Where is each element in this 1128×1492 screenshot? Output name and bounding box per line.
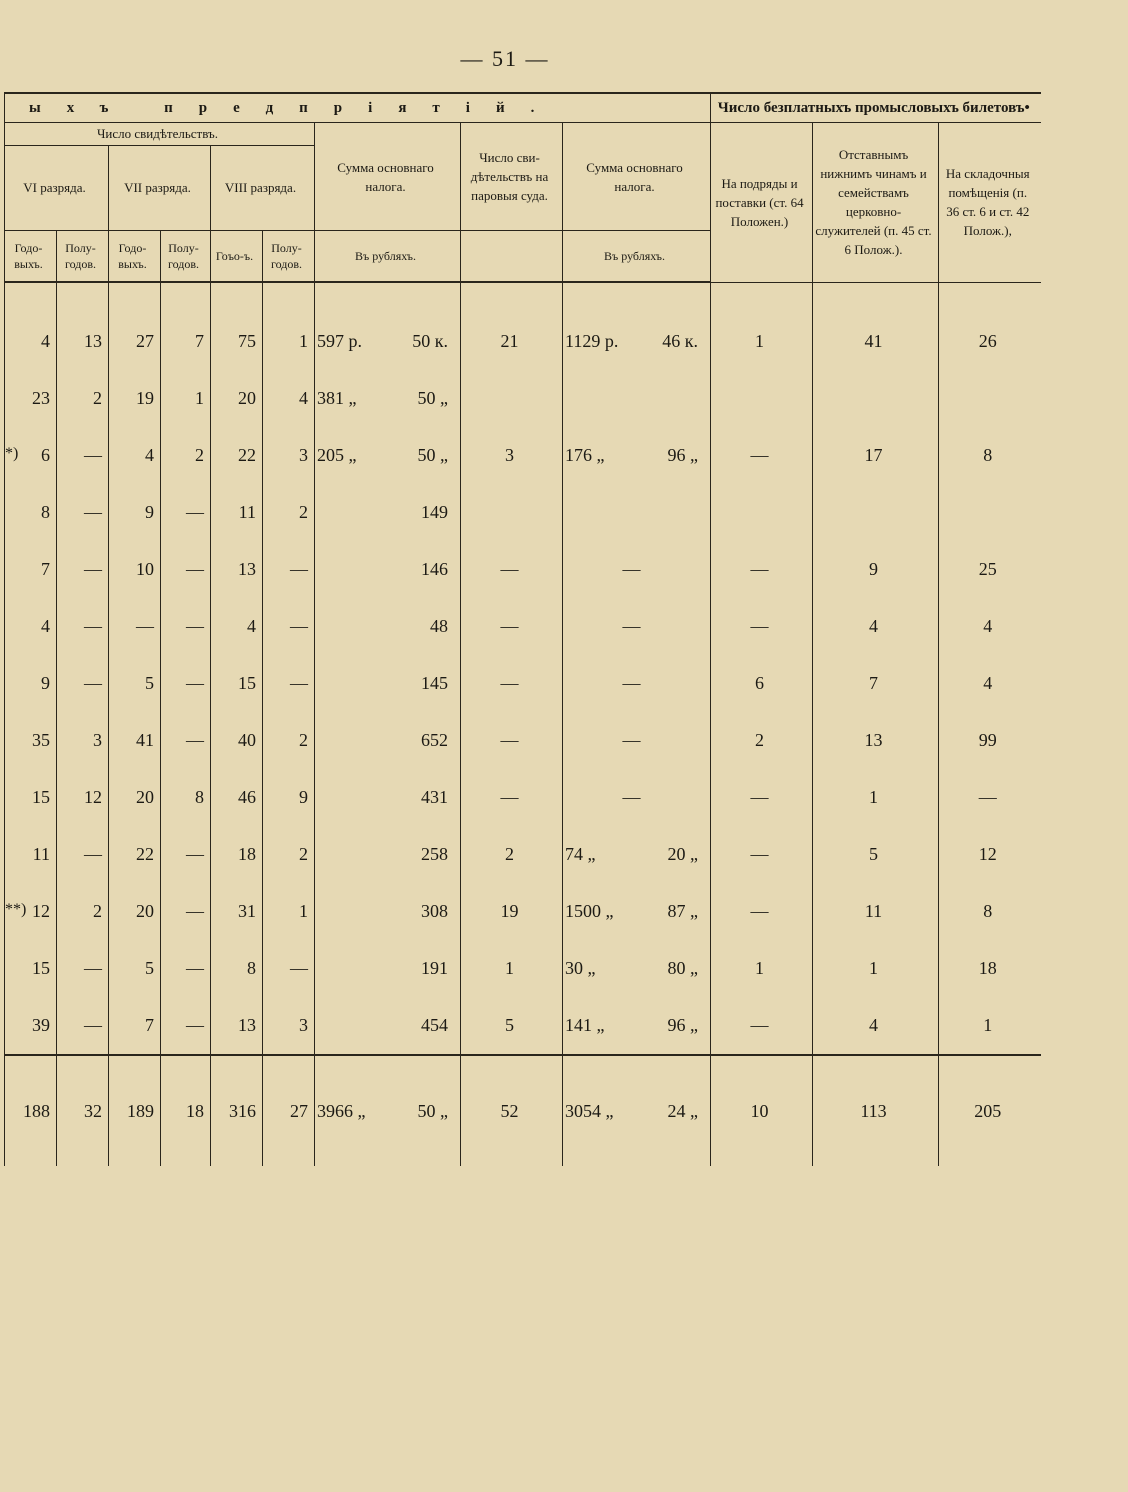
rubles-header: Въ рубляхъ.: [315, 231, 461, 283]
cell: [5, 940, 57, 997]
tax-cell: [315, 940, 461, 997]
certificates-title: Число свидѣтельствъ.: [5, 123, 315, 146]
section-banner: ыхъ предпріятій.: [5, 93, 711, 123]
cell: —: [161, 997, 211, 1055]
warehouses-cell: 99: [939, 712, 1041, 769]
cell-value: 15: [32, 958, 50, 978]
tax-rubles: 652: [421, 730, 448, 750]
tax2-rubles: 1129 р.: [565, 331, 619, 351]
cell: [5, 370, 57, 427]
half-year-header: Полу-годов.: [161, 231, 211, 283]
total-cell: 316: [211, 1055, 263, 1166]
tax2-rubles: —: [622, 616, 641, 636]
cell: 1: [161, 370, 211, 427]
warehouses-cell: 8: [939, 427, 1041, 484]
cell: —: [57, 997, 109, 1055]
cell: [5, 712, 57, 769]
cell: 4: [109, 427, 161, 484]
tax2-rubles: 141 „: [565, 1015, 605, 1035]
table-row: [5, 484, 1041, 541]
total-tax-cell: [315, 1055, 461, 1166]
cell: 1: [263, 883, 315, 940]
cell: [5, 883, 57, 940]
tax2-rubles: 74 „: [565, 844, 596, 864]
table-row: [5, 997, 1041, 1055]
tax-rubles: 597 р.: [317, 331, 362, 351]
table-row: [5, 883, 1041, 940]
retired-cell: [813, 370, 939, 427]
tax2-rubles: 1500 „: [565, 901, 614, 921]
cell-value: 4: [41, 331, 50, 351]
cell-value: 6: [41, 445, 50, 465]
cell: —: [161, 826, 211, 883]
tax-rubles: 454: [421, 1015, 448, 1035]
ships-cell: 21: [461, 282, 563, 370]
cell: —: [161, 598, 211, 655]
tax-rubles: 205 „: [317, 445, 357, 465]
cell: 2: [57, 370, 109, 427]
cell: 12: [57, 769, 109, 826]
cell: —: [161, 883, 211, 940]
total-cell: 188: [5, 1055, 57, 1166]
warehouses-cell: 26: [939, 282, 1041, 370]
rank6-header: VI разряда.: [5, 146, 109, 231]
warehouses-cell: 25: [939, 541, 1041, 598]
page-number: — 51 —: [460, 46, 550, 71]
total-retired-cell: 113: [813, 1055, 939, 1166]
cell: 41: [109, 712, 161, 769]
tax2-rubles: —: [622, 559, 641, 579]
ships-cell: 2: [461, 826, 563, 883]
contracts-cell: —: [711, 541, 813, 598]
contracts-cell: —: [711, 598, 813, 655]
retired-cell: 1: [813, 769, 939, 826]
tax-cell: [315, 769, 461, 826]
tax2-cell: [563, 484, 711, 541]
cell: 3: [263, 427, 315, 484]
cell: 1: [263, 282, 315, 370]
cell: —: [57, 655, 109, 712]
cell-value: 9: [41, 673, 50, 693]
cell: 31: [211, 883, 263, 940]
annual-header: Годо-выхъ.: [109, 231, 161, 283]
ships-cell: —: [461, 541, 563, 598]
warehouses-cell: 18: [939, 940, 1041, 997]
tax2-kopecks: 80 „: [667, 958, 699, 978]
cell: 46: [211, 769, 263, 826]
cell-value: 8: [41, 502, 50, 522]
cell: —: [109, 598, 161, 655]
warehouses-cell: 4: [939, 655, 1041, 712]
warehouses-cell: —: [939, 769, 1041, 826]
tax2-cell: [563, 370, 711, 427]
cell-value: 39: [32, 1015, 50, 1035]
cell: [5, 598, 57, 655]
totals-row: [5, 1055, 1041, 1166]
retired-cell: 13: [813, 712, 939, 769]
cell: 22: [211, 427, 263, 484]
total-tax2-rubles: 3054 „: [565, 1100, 614, 1121]
table-row: [5, 655, 1041, 712]
cell: 18: [211, 826, 263, 883]
cell: —: [161, 655, 211, 712]
tax2-cell: [563, 826, 711, 883]
retired-cell: 4: [813, 997, 939, 1055]
contracts-cell: [711, 484, 813, 541]
cell: [5, 484, 57, 541]
warehouses-cell: 8: [939, 883, 1041, 940]
tax2-cell: [563, 769, 711, 826]
cell: 11: [211, 484, 263, 541]
total-tax-rubles: 3966 „: [317, 1100, 366, 1121]
tax-sum-header: Сумма основнаго налога.: [315, 123, 461, 231]
table-row: [5, 370, 1041, 427]
contracts-cell: 2: [711, 712, 813, 769]
cell-value: 11: [32, 844, 50, 864]
tax2-cell: [563, 883, 711, 940]
tax2-kopecks: 96 „: [667, 445, 699, 465]
tax2-cell: [563, 282, 711, 370]
cell: 75: [211, 282, 263, 370]
warehouses-cell: 1: [939, 997, 1041, 1055]
retired-cell: 5: [813, 826, 939, 883]
rank8-header: VIII разряда.: [211, 146, 315, 231]
table-row: [5, 769, 1041, 826]
footnote-mark: *): [5, 445, 19, 462]
contracts-cell: 6: [711, 655, 813, 712]
cell: 20: [109, 883, 161, 940]
cell: 19: [109, 370, 161, 427]
retired-cell: 1: [813, 940, 939, 997]
tax-kopecks: 50 к.: [412, 331, 448, 351]
tax-rubles: 431: [421, 787, 448, 807]
cell: [5, 541, 57, 598]
tax2-rubles: —: [622, 673, 641, 693]
total-tax2-kopecks: 24 „: [667, 1100, 699, 1121]
total-contracts-cell: 10: [711, 1055, 813, 1166]
tax-rubles: 191: [421, 958, 448, 978]
ships-cell: [461, 484, 563, 541]
half-year-header: Полу-годов.: [263, 231, 315, 283]
cell: 20: [211, 370, 263, 427]
tax-cell: [315, 370, 461, 427]
cell: 13: [57, 282, 109, 370]
steamship-count-header: Число сви-дѣтельствъ на паровыя суда.: [461, 123, 563, 231]
cell: 9: [109, 484, 161, 541]
tax2-kopecks: 87 „: [667, 901, 699, 921]
total-cell: 32: [57, 1055, 109, 1166]
annual-header: Годо-выхъ.: [5, 231, 57, 283]
ships-cell: [461, 370, 563, 427]
tax2-rubles: 176 „: [565, 445, 605, 465]
tax-cell: [315, 712, 461, 769]
cell: —: [57, 940, 109, 997]
statistics-table-wrap: [4, 92, 1040, 1166]
tax-rubles: 381 „: [317, 388, 357, 408]
cell: 8: [161, 769, 211, 826]
contracts-cell: —: [711, 883, 813, 940]
cell-value: 35: [32, 730, 50, 750]
table-row: [5, 282, 1041, 370]
tax2-rubles: —: [622, 787, 641, 807]
cell: —: [57, 598, 109, 655]
tax-cell: [315, 598, 461, 655]
cell: 10: [109, 541, 161, 598]
tax-rubles: 145: [421, 673, 448, 693]
tax2-kopecks: 46 к.: [662, 331, 699, 351]
cell: —: [263, 940, 315, 997]
cell: 2: [263, 484, 315, 541]
rank7-header: VII разряда.: [109, 146, 211, 231]
table-row: [5, 826, 1041, 883]
half-year-header: Полу-годов.: [57, 231, 109, 283]
contracts-cell: 1: [711, 940, 813, 997]
tax-cell: [315, 282, 461, 370]
warehouses-cell: [939, 484, 1041, 541]
cell: —: [263, 541, 315, 598]
cell: 7: [161, 282, 211, 370]
cell: [5, 655, 57, 712]
ships-cell: —: [461, 655, 563, 712]
contracts-cell: —: [711, 997, 813, 1055]
tax-rubles: 258: [421, 844, 448, 864]
retired-cell: 4: [813, 598, 939, 655]
cell: —: [263, 655, 315, 712]
ships-cell: 1: [461, 940, 563, 997]
tax2-cell: [563, 712, 711, 769]
cell: —: [161, 712, 211, 769]
tax2-cell: [563, 541, 711, 598]
cell: 8: [211, 940, 263, 997]
cell: —: [57, 427, 109, 484]
cell: —: [161, 484, 211, 541]
total-warehouses-cell: 205: [939, 1055, 1041, 1166]
tax-rubles: 146: [421, 559, 448, 579]
cell: [5, 282, 57, 370]
total-tax-kopecks: 50 „: [417, 1100, 448, 1121]
cell: —: [57, 541, 109, 598]
cell: —: [161, 940, 211, 997]
total-tax2-cell: [563, 1055, 711, 1166]
tax-cell: [315, 541, 461, 598]
warehouses-header: На складочныя помѣщенія (п. 36 ст. 6 и ст. 42 Полож.),: [939, 123, 1041, 283]
cell: 22: [109, 826, 161, 883]
tax-cell: [315, 655, 461, 712]
retired-cell: 17: [813, 427, 939, 484]
table-body: [5, 282, 1041, 1055]
tax-kopecks: 50 „: [417, 445, 448, 465]
cell: 2: [161, 427, 211, 484]
ships-subheader: [461, 231, 563, 283]
warehouses-cell: [939, 370, 1041, 427]
tax-sum2-header: Сумма основнаго налога.: [563, 123, 711, 231]
tax-cell: [315, 997, 461, 1055]
ships-cell: 3: [461, 427, 563, 484]
cell: 2: [57, 883, 109, 940]
cell: —: [263, 598, 315, 655]
cell: —: [57, 484, 109, 541]
footnote-mark: **): [5, 901, 27, 918]
free-tickets-title: Число безплатныхъ промысловыхъ билетовъ•: [711, 93, 1041, 123]
cell: 7: [109, 997, 161, 1055]
tax2-cell: [563, 997, 711, 1055]
tax-cell: [315, 826, 461, 883]
cell-value: 7: [41, 559, 50, 579]
cell: [5, 427, 57, 484]
cell: [5, 826, 57, 883]
retired-cell: 41: [813, 282, 939, 370]
cell: 3: [263, 997, 315, 1055]
ships-cell: 19: [461, 883, 563, 940]
table-row: [5, 541, 1041, 598]
tax-kopecks: 50 „: [417, 388, 448, 408]
cell: —: [161, 541, 211, 598]
cell: —: [57, 826, 109, 883]
ships-cell: —: [461, 598, 563, 655]
tax-cell: [315, 427, 461, 484]
cell: 2: [263, 826, 315, 883]
contracts-cell: [711, 370, 813, 427]
cell: 3: [57, 712, 109, 769]
ships-cell: 5: [461, 997, 563, 1055]
table-row: [5, 598, 1041, 655]
cell: 2: [263, 712, 315, 769]
tax-rubles: 48: [430, 616, 448, 636]
cell-value: 15: [32, 787, 50, 807]
cell: 4: [263, 370, 315, 427]
tax-rubles: 149: [421, 502, 448, 522]
cell: 20: [109, 769, 161, 826]
tax-rubles: 308: [421, 901, 448, 921]
cell: 9: [263, 769, 315, 826]
cell: [5, 997, 57, 1055]
tax2-rubles: —: [622, 730, 641, 750]
rubles-header: Въ рубляхъ.: [563, 231, 711, 283]
table-row: [5, 712, 1041, 769]
tax-cell: [315, 484, 461, 541]
cell: 27: [109, 282, 161, 370]
contracts-header: На подряды и поставки (ст. 64 Положен.): [711, 123, 813, 283]
tax2-cell: [563, 427, 711, 484]
cell: 15: [211, 655, 263, 712]
total-ships-cell: 52: [461, 1055, 563, 1166]
tax-cell: [315, 883, 461, 940]
tax2-cell: [563, 598, 711, 655]
contracts-cell: —: [711, 427, 813, 484]
statistics-table: [4, 92, 1041, 1166]
retired-cell: 9: [813, 541, 939, 598]
tax2-cell: [563, 940, 711, 997]
ships-cell: —: [461, 712, 563, 769]
warehouses-cell: 12: [939, 826, 1041, 883]
tax2-rubles: 30 „: [565, 958, 596, 978]
tax2-kopecks: 96 „: [667, 1015, 699, 1035]
retired-header: Отставнымъ нижнимъ чинамъ и семействамъ церковно-служителей (п. 45 ст. 6 Полож.).: [813, 123, 939, 283]
tax2-cell: [563, 655, 711, 712]
contracts-cell: —: [711, 826, 813, 883]
total-cell: 27: [263, 1055, 315, 1166]
warehouses-cell: 4: [939, 598, 1041, 655]
retired-cell: 11: [813, 883, 939, 940]
total-cell: 18: [161, 1055, 211, 1166]
cell: 5: [109, 655, 161, 712]
contracts-cell: 1: [711, 282, 813, 370]
cell: [5, 769, 57, 826]
table-row: [5, 427, 1041, 484]
retired-cell: [813, 484, 939, 541]
cell: 5: [109, 940, 161, 997]
retired-cell: 7: [813, 655, 939, 712]
cell: 40: [211, 712, 263, 769]
tax2-kopecks: 20 „: [667, 844, 699, 864]
ships-cell: —: [461, 769, 563, 826]
cell-value: 4: [41, 616, 50, 636]
cell: 13: [211, 541, 263, 598]
cell-value: 23: [32, 388, 50, 408]
cell: 13: [211, 997, 263, 1055]
annual-header: Гоъо-ъ.: [211, 231, 263, 283]
total-cell: 189: [109, 1055, 161, 1166]
table-row: [5, 940, 1041, 997]
cell: 4: [211, 598, 263, 655]
contracts-cell: —: [711, 769, 813, 826]
cell-value: 12: [32, 901, 50, 921]
